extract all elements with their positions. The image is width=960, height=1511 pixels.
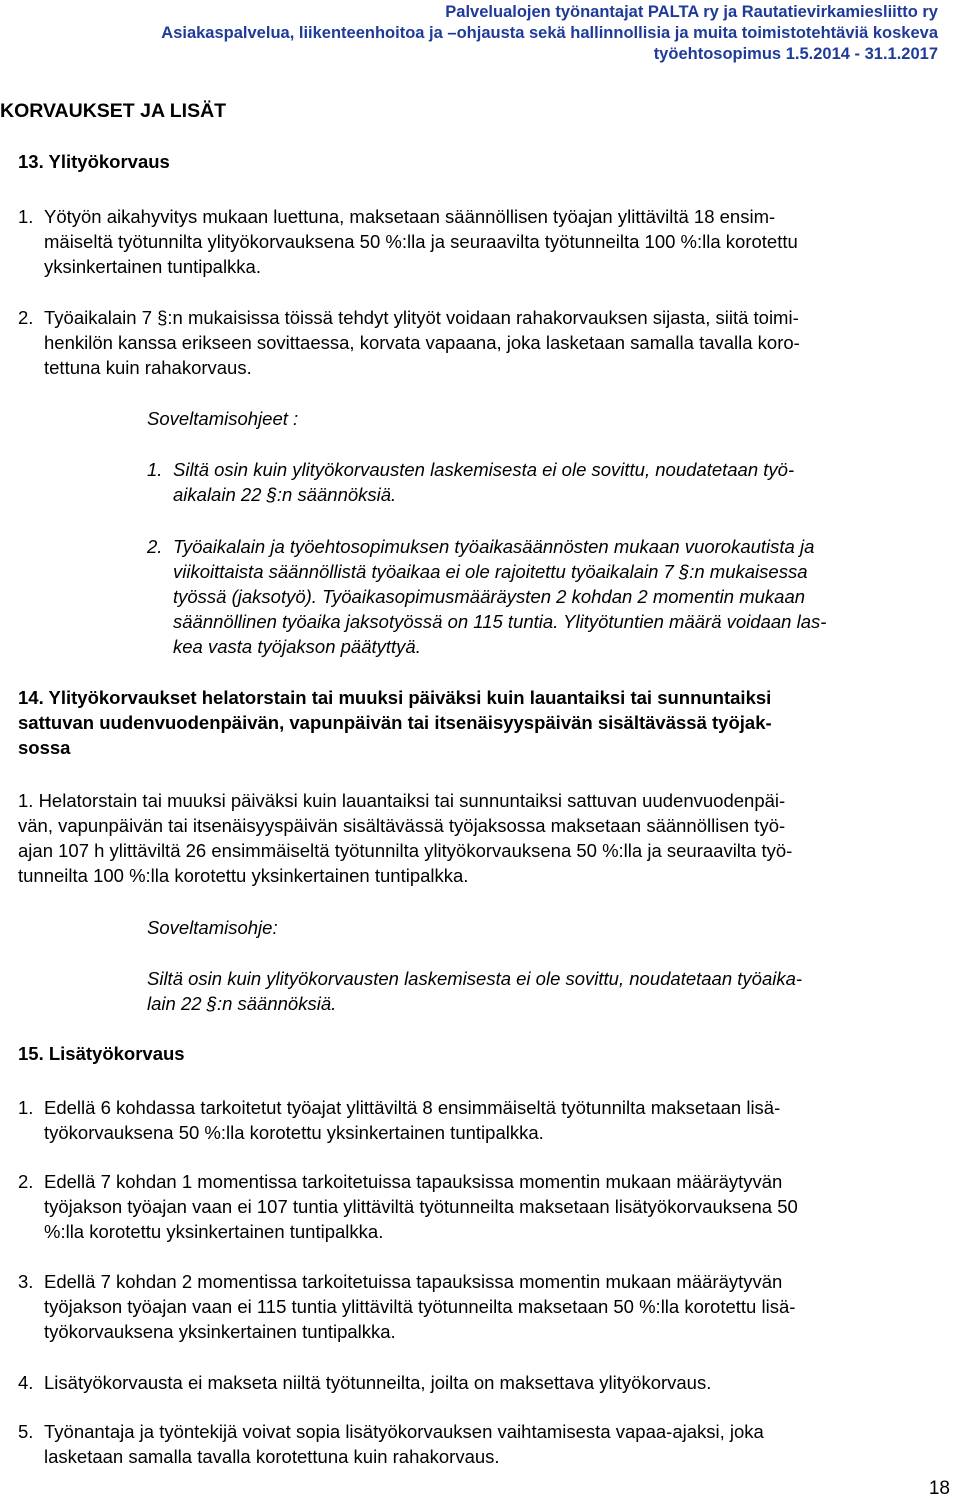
s15-item-line: Edellä 7 kohdan 1 momentissa tarkoitetuissa tapauksissa momentin mukaan määräytyvän (44, 1171, 783, 1192)
s15-item-line: Edellä 7 kohdan 2 momentissa tarkoitetuissa tapauksissa momentin mukaan määräytyvän (44, 1271, 783, 1292)
s13-g2-line: säännöllinen työaika jaksotyössä on 115 tuntia. Ylityötuntien määrä voidaan las- (173, 611, 827, 632)
s13-p2-line: Työaikalain 7 §:n mukaisissa töissä tehdyt ylityöt voidaan rahakorvauksen sijasta, siitä toimi- (44, 307, 799, 328)
s15-item-number: 4. (18, 1372, 34, 1393)
s13-guidance-label: Soveltamisohjeet : (147, 408, 299, 429)
s15-item-line: työkorvauksena 50 %:lla korotettu yksinkertainen tuntipalkka. (44, 1122, 544, 1143)
s14-title-line: 14. Ylityökorvaukset helatorstain tai muuksi päiväksi kuin lauantaiksi tai sunnuntaiksi (18, 687, 772, 708)
s15-item-line: Edellä 6 kohdassa tarkoitetut työajat ylittäviltä 8 ensimmäiseltä työtunnilta maksetaan lisä- (44, 1097, 781, 1118)
s14-paragraph-1 (18, 788, 792, 888)
s15-item-line: työjakson työajan vaan ei 107 tuntia ylittäviltä työtunneilta maksetaan lisätyökorvauksena 50 (44, 1196, 798, 1217)
section-13-title: 13. Ylityökorvaus (18, 151, 170, 172)
s13-g2-number: 2. (147, 536, 163, 557)
s15-item-number: 1. (18, 1097, 34, 1118)
s15-item-number: 3. (18, 1271, 34, 1292)
s13-p2-line: tettuna kuin rahakorvaus. (44, 357, 252, 378)
page-header (0, 2, 938, 65)
s14-p1-line: ajan 107 h ylittäviltä 26 ensimmäiseltä työtunnilta ylityökorvauksena 50 %:lla ja seuraavilta työ- (18, 840, 793, 861)
s13-p1-line: yksinkertainen tuntipalkka. (44, 256, 261, 277)
s14-p1-line: 1. Helatorstain tai muuksi päiväksi kuin lauantaiksi tai sunnuntaiksi sattuvan uudenvuodenpäi- (18, 790, 786, 811)
s14-p1-line: tunneilta 100 %:lla korotettu yksinkertainen tuntipalkka. (18, 865, 469, 886)
s14-guidance-line: lain 22 §:n säännöksiä. (147, 993, 337, 1014)
s13-p1-line: mäiseltä työtunnilta ylityökorvauksena 50 %:lla ja seuraavilta työtunneilta 100 %:lla korotettu (44, 231, 798, 252)
s13-g1-line: aikalain 22 §:n säännöksiä. (173, 484, 397, 505)
s14-guidance-label: Soveltamisohje: (147, 917, 278, 938)
section-14-title (18, 685, 772, 760)
s15-item-line: Työnantaja ja työntekijä voivat sopia lisätyökorvauksen vaihtamisesta vapaa-ajaksi, joka (44, 1421, 764, 1442)
section-15-title: 15. Lisätyökorvaus (18, 1043, 185, 1064)
s15-item-line: lasketaan samalla tavalla korotettuna kuin rahakorvaus. (44, 1446, 500, 1467)
s13-g2-line: Työaikalain ja työehtosopimuksen työaikasäännösten mukaan vuorokautista ja (173, 536, 815, 557)
s13-p1-line: Yötyön aikahyvitys mukaan luettuna, maksetaan säännöllisen työajan ylittäviltä 18 ensim- (44, 206, 776, 227)
s14-p1-line: vän, vapunpäivän tai itsenäisyyspäivän sisältävässä työjaksossa maksetaan säännöllisen työ- (18, 815, 786, 836)
s13-p2-line: henkilön kanssa erikseen sovittaessa, korvata vapaana, joka lasketaan samalla tavalla koro- (44, 332, 800, 353)
s13-g2-line: viikoittaista säännöllistä työaikaa ei ole rajoitettu työaikalain 7 §:n mukaisessa (173, 561, 808, 582)
s15-item-line: työkorvauksena yksinkertainen tuntipalkka. (44, 1321, 396, 1342)
s15-item-number: 5. (18, 1421, 34, 1442)
s14-guidance-text (147, 966, 802, 1016)
s13-g2-line: työssä (jaksotyö). Työaikasopimusmääräysten 2 kohdan 2 momentin mukaan (173, 586, 806, 607)
s13-p2-number: 2. (18, 307, 34, 328)
s14-title-line: sattuvan uudenvuodenpäivän, vapunpäivän tai itsenäisyyspäivän sisältävässä työjak- (18, 712, 772, 733)
s13-g2-line: kea vasta työjakson päätyttyä. (173, 636, 421, 657)
s14-title-line: sossa (18, 737, 71, 758)
page-number: 18 (928, 1478, 950, 1499)
chapter-title: KORVAUKSET JA LISÄT (0, 100, 227, 122)
s15-item-line: %:lla korotettu yksinkertainen tuntipalkka. (44, 1221, 384, 1242)
header-line-1: Palvelualojen työnantajat PALTA ry ja Rautatievirkamiesliitto ry (445, 3, 938, 21)
s15-item-line: Lisätyökorvausta ei makseta niiltä työtunneilta, joilta on maksettava ylityökorvaus. (44, 1372, 712, 1393)
header-line-3: työehtosopimus 1.5.2014 - 31.1.2017 (653, 45, 938, 63)
s15-item-line: työjakson työajan vaan ei 115 tuntia ylittäviltä työtunneilta maksetaan 50 %:lla korotettu lisä- (44, 1296, 796, 1317)
s13-g1-line: Siltä osin kuin ylityökorvausten laskemisesta ei ole sovittu, noudatetaan työ- (173, 459, 795, 480)
s13-g1-number: 1. (147, 459, 163, 480)
header-line-2: Asiakaspalvelua, liikenteenhoitoa ja –ohjausta sekä hallinnollisia ja muita toimistotehtäviä koskeva (161, 24, 938, 42)
s15-item-number: 2. (18, 1171, 34, 1192)
s14-guidance-line: Siltä osin kuin ylityökorvausten laskemisesta ei ole sovittu, noudatetaan työaika- (147, 968, 803, 989)
s13-p1-number: 1. (18, 206, 34, 227)
